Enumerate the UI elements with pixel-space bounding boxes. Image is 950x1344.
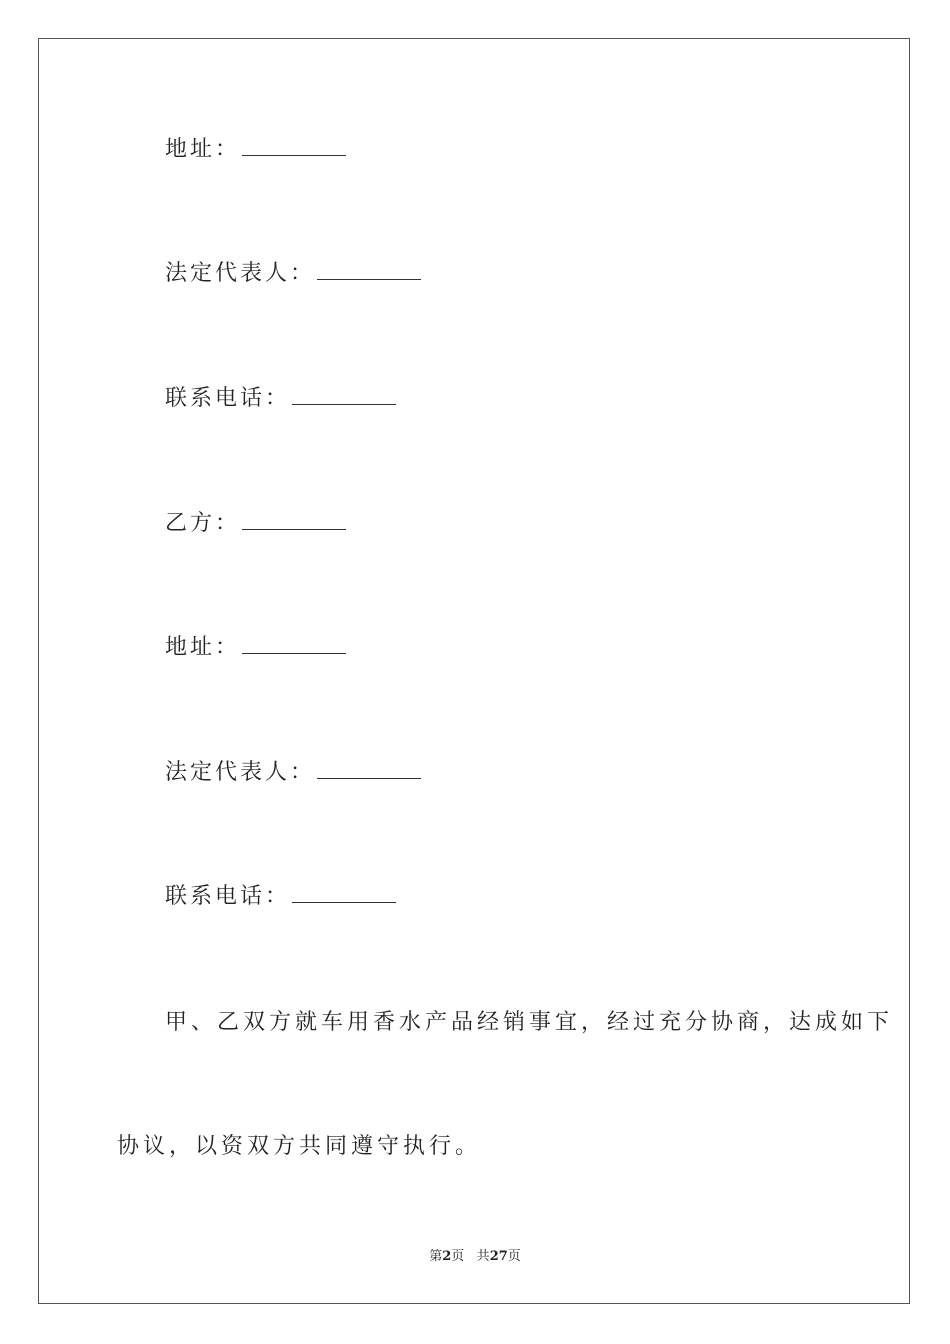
total-suffix: 页 (507, 1249, 521, 1264)
fill-in-blank[interactable] (242, 509, 346, 530)
field-label: 法定代表人： (165, 760, 316, 785)
field-label: 乙方： (165, 511, 241, 536)
fill-in-blank[interactable] (292, 384, 396, 405)
field-row (165, 259, 421, 289)
field-label: 联系电话： (165, 884, 291, 909)
field-row (165, 633, 346, 663)
field-label: 联系电话： (165, 386, 291, 411)
fill-in-blank[interactable] (242, 633, 346, 654)
field-row (165, 882, 396, 912)
field-label: 地址： (165, 635, 241, 660)
field-row (165, 509, 346, 539)
paragraph-line-2: 协议，以资双方共同遵守执行。 (117, 1134, 482, 1159)
total-pages: 27 (489, 1249, 508, 1264)
field-row (165, 758, 421, 788)
page-border (38, 38, 910, 1304)
fill-in-blank[interactable] (317, 259, 421, 280)
fill-in-blank[interactable] (317, 758, 421, 779)
field-row (165, 135, 346, 165)
page-suffix: 页 (451, 1249, 465, 1264)
field-label: 法定代表人： (165, 261, 316, 286)
page-footer (0, 1247, 950, 1267)
paragraph-line-1: 甲、乙双方就车用香水产品经销事宜，经过充分协商，达成如下 (165, 1010, 894, 1035)
field-label: 地址： (165, 137, 241, 162)
fill-in-blank[interactable] (292, 882, 396, 903)
field-row (165, 384, 396, 414)
page-prefix: 第 (429, 1249, 443, 1264)
total-prefix: 共 (476, 1249, 490, 1264)
fill-in-blank[interactable] (242, 135, 346, 156)
page-number: 2 (442, 1249, 452, 1264)
